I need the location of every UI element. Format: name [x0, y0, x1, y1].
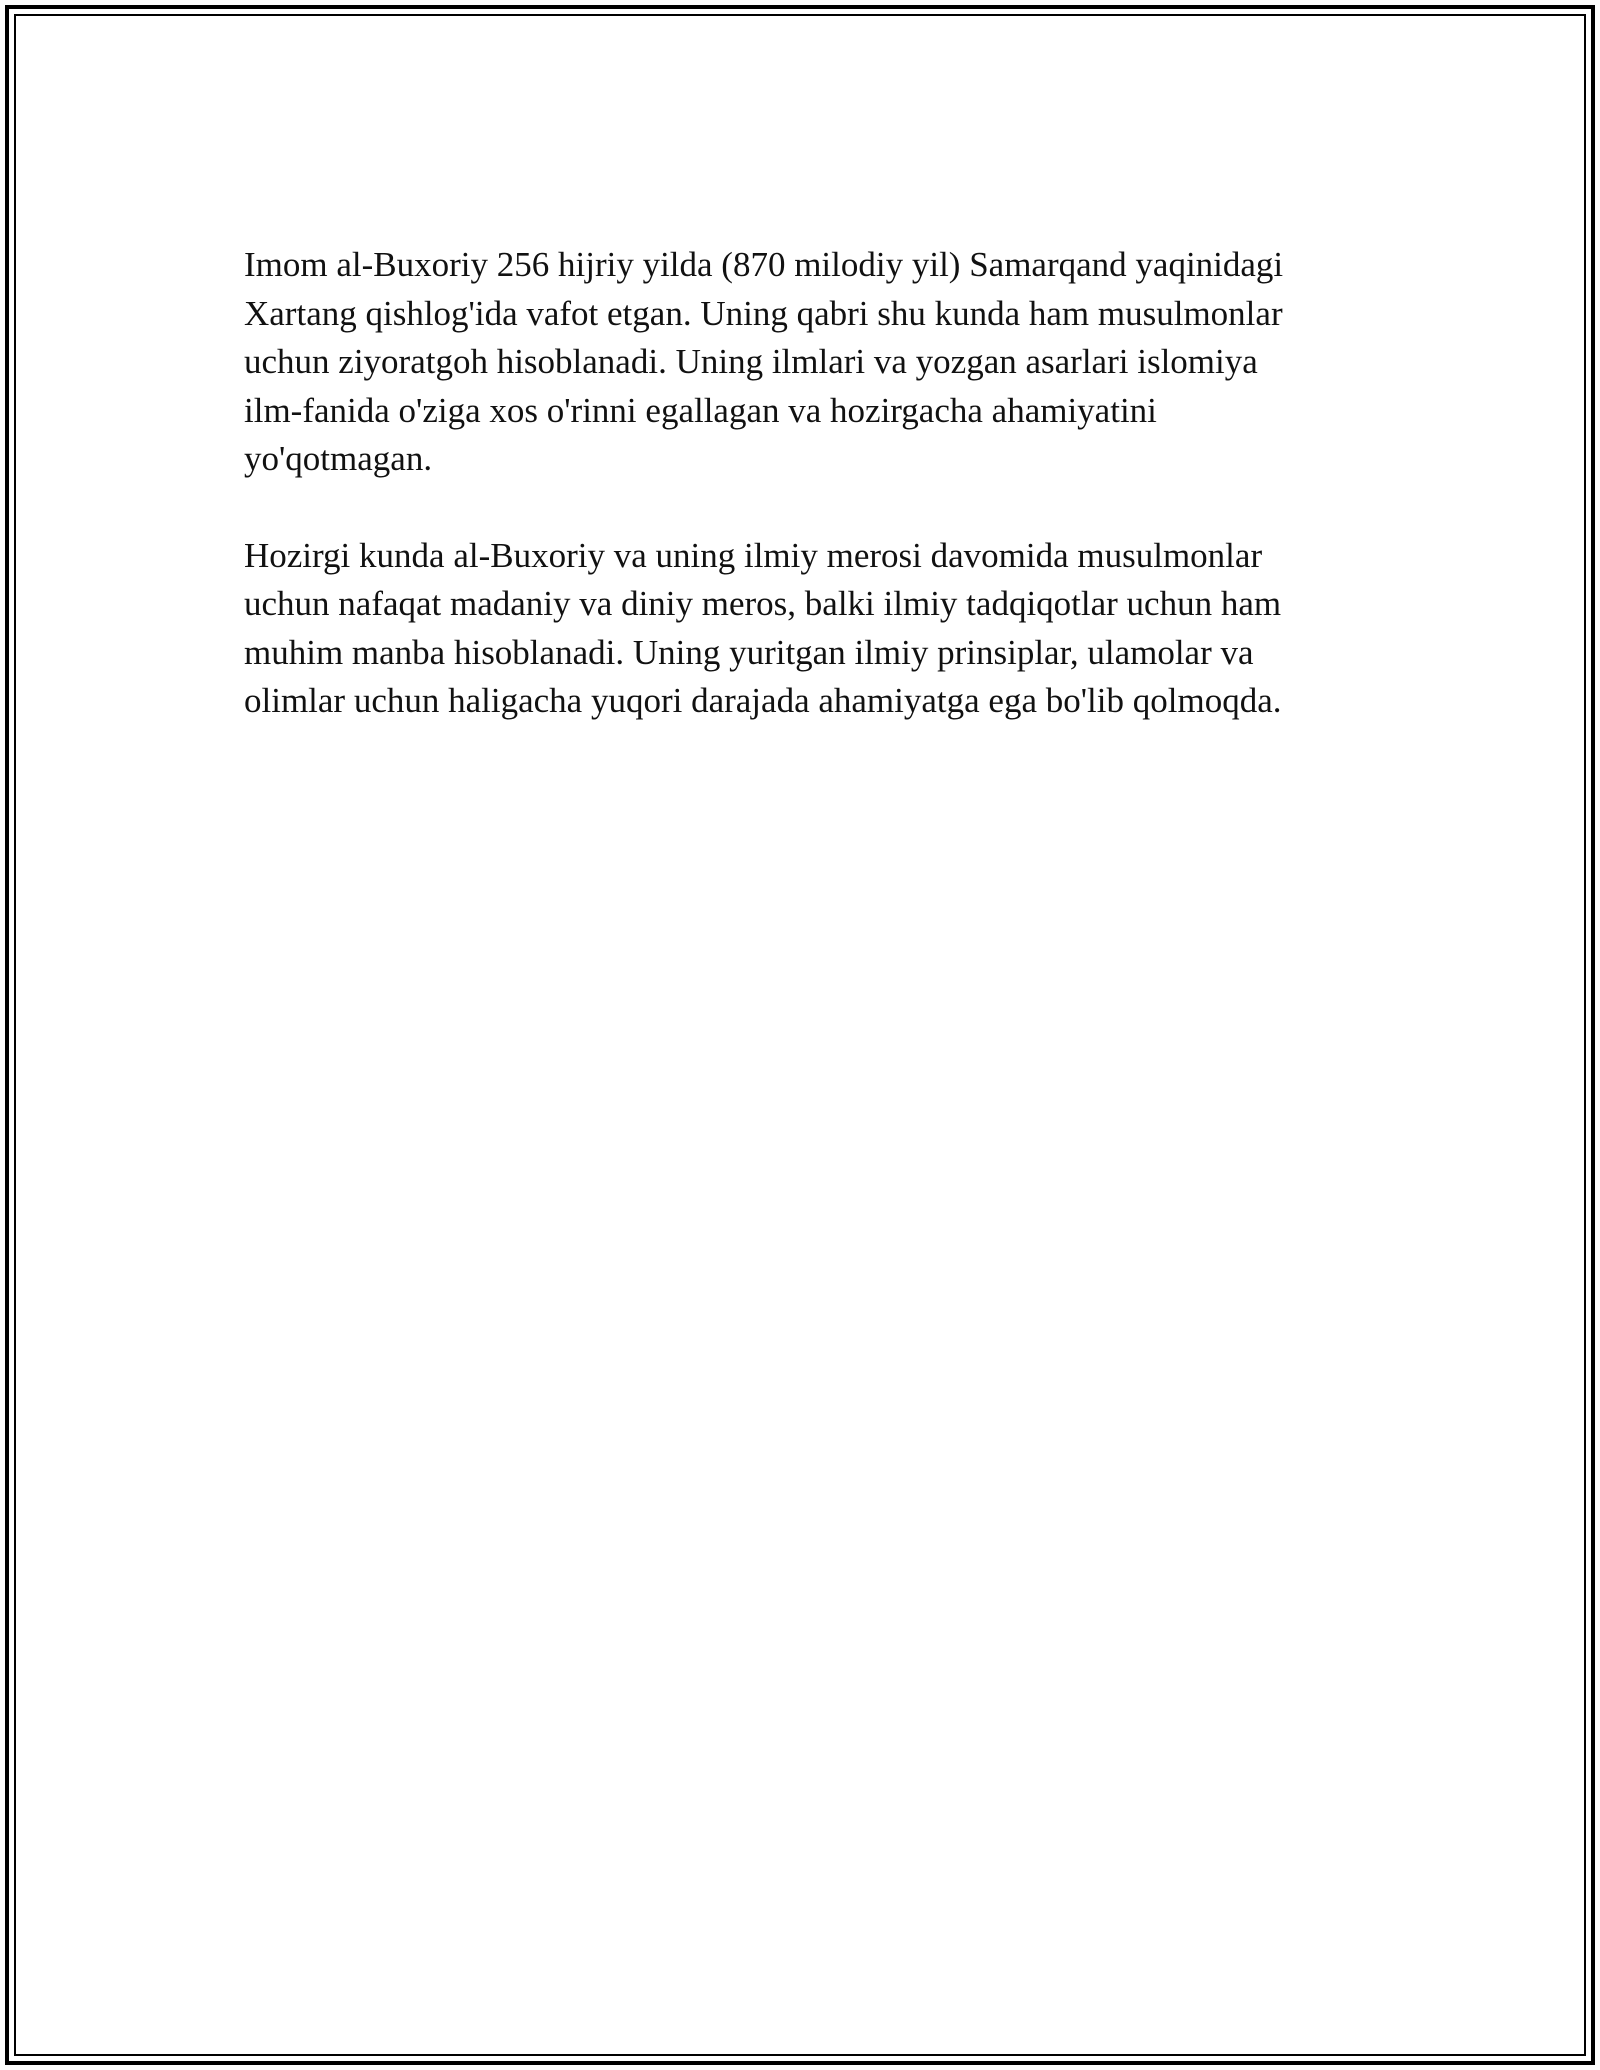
- paragraph-1: [244, 241, 1364, 484]
- paragraph-line: uchun ziyoratgoh hisoblanadi. Uning ilmlari va yozgan asarlari islomiya: [244, 342, 1258, 381]
- paragraph-line: muhim manba hisoblanadi. Uning yuritgan ilmiy prinsiplar, ulamolar va: [244, 632, 1254, 672]
- document-body: [244, 241, 1364, 774]
- paragraph-line: Imom al-Buxoriy 256 hijriy yilda (870 milodiy yil) Samarqand yaqinidagi: [244, 245, 1284, 284]
- paragraph-line: Xartang qishlog'ida vafot etgan. Uning qabri shu kunda ham musulmonlar: [244, 293, 1283, 333]
- paragraph-line: Hozirgi kunda al-Buxoriy va uning ilmiy merosi davomida musulmonlar: [244, 535, 1263, 575]
- paragraph-2: [244, 532, 1364, 726]
- paragraph-line: ilm-fanida o'ziga xos o'rinni egallagan va hozirgacha ahamiyatini: [244, 390, 1157, 430]
- page-border: [5, 5, 1595, 2065]
- paragraph-line: yo'qotmagan.: [244, 439, 433, 478]
- paragraph-line: uchun nafaqat madaniy va diniy meros, balki ilmiy tadqiqotlar uchun ham: [244, 584, 1282, 623]
- paragraph-line: olimlar uchun haligacha yuqori darajada ahamiyatga ega bo'lib qolmoqda.: [244, 681, 1282, 720]
